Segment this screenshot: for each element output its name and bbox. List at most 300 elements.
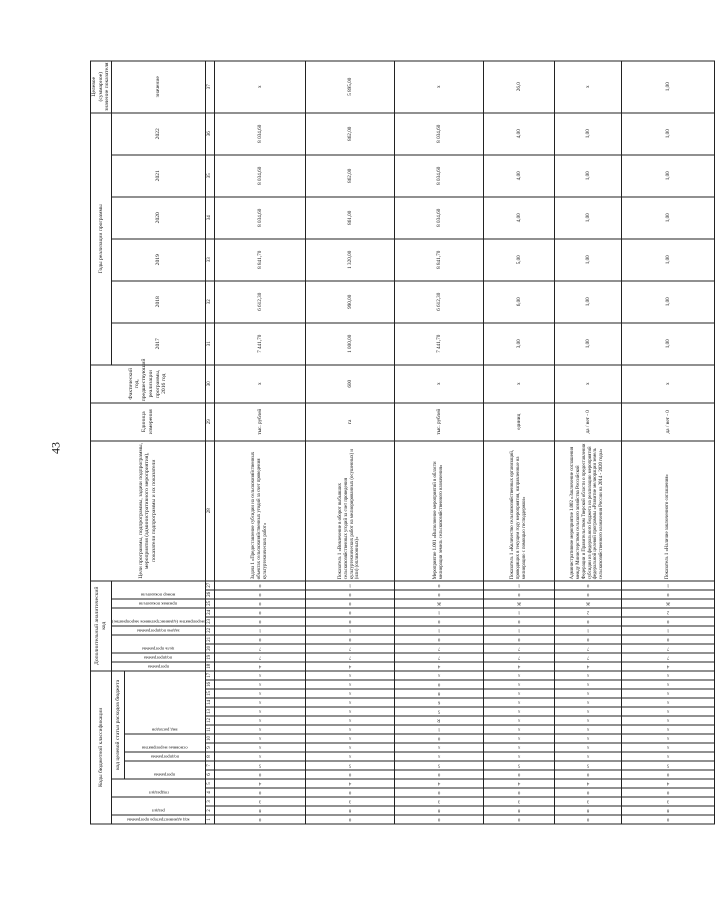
column-number: 35 [205, 155, 214, 197]
column-number: 2 [205, 806, 214, 815]
row-year-value: 8 034,60 [394, 113, 483, 155]
code-cell [483, 617, 554, 626]
row-year-value: 862,00 [305, 113, 394, 155]
code-cell [305, 689, 394, 698]
code-value: 0 [258, 817, 261, 823]
code-value: R [437, 718, 441, 724]
code-cell [305, 581, 394, 590]
year-2017-header: 2017 [112, 323, 206, 365]
column-number: 25 [205, 599, 214, 608]
code-value: 0 [586, 592, 589, 598]
row-year-value: 1,00 [554, 155, 621, 197]
code-cell [394, 617, 483, 626]
column-number: 15 [205, 689, 214, 698]
row-description: Показатель 1 «Наличие заключенного соглашения» [621, 441, 714, 581]
table-row [554, 61, 621, 824]
table-row [621, 61, 714, 824]
code-cell [214, 779, 305, 788]
code-cell [554, 788, 621, 797]
code-cell [621, 617, 714, 626]
code-value: 0 [437, 583, 440, 589]
code-value: 0 [437, 736, 440, 742]
code-value: 0 [517, 772, 520, 778]
code-value: 4 [258, 781, 261, 787]
code-cell [305, 734, 394, 743]
code-cell [305, 653, 394, 662]
code-cell [621, 671, 714, 680]
kcsr-header: код целевой статьи расходов бюджета [112, 671, 125, 779]
code-cell [394, 770, 483, 779]
code-value: 2 [666, 610, 669, 616]
code-value: 5 [437, 763, 440, 769]
row-unit: тыс. рублей [214, 403, 305, 441]
code-cell [394, 797, 483, 806]
code-cell [554, 698, 621, 707]
code-value: 1 [437, 628, 440, 634]
code-cell [305, 707, 394, 716]
code-cell [483, 590, 554, 599]
column-number: 18 [205, 662, 214, 671]
code-value: х [666, 691, 669, 697]
row-description: Задача 1 «Предоставление субсидии на сельскохозяйственных объектах сельскохозяйственных угодий за счет проведения культуртехнических работ» [214, 441, 305, 581]
code-value: 0 [666, 637, 669, 643]
column-number: 21 [205, 635, 214, 644]
code-cell [394, 707, 483, 716]
code-cell [554, 743, 621, 752]
code-cell [483, 779, 554, 788]
code-value: 4 [437, 664, 440, 670]
code-cell [394, 644, 483, 653]
code-value: 8 [437, 691, 440, 697]
code-cell [483, 725, 554, 734]
code-value: х [517, 718, 520, 724]
code-cell [305, 662, 394, 671]
code-value: х [586, 736, 589, 742]
code-value: 7 [666, 655, 669, 661]
code-value: 4 [666, 664, 669, 670]
code-cell [214, 770, 305, 779]
row-base-value: х [214, 365, 305, 403]
code-cell [214, 689, 305, 698]
code-cell [483, 644, 554, 653]
row-unit: единиц [483, 403, 554, 441]
row-year-value: 8 034,60 [394, 155, 483, 197]
column-number: 5 [205, 779, 214, 788]
code-value: 0 [258, 583, 261, 589]
code-value: Ж [516, 601, 521, 607]
code-cell [554, 599, 621, 608]
code-value: 0 [666, 790, 669, 796]
code-cell [621, 626, 714, 635]
row-description: Показатель 1 «Количество сельскохозяйственных организаций, проводящих в текущем году мероприятия, направленные на мелиорацию с помощью господдержки» [483, 441, 554, 581]
code-value: 1 [517, 610, 520, 616]
code-value: 0 [666, 817, 669, 823]
code-value: 1 [666, 628, 669, 634]
code-cell [214, 815, 305, 824]
column-number: 24 [205, 608, 214, 617]
code-cell [554, 581, 621, 590]
code-value: х [517, 727, 520, 733]
code-value: х [258, 700, 261, 706]
code-cell [305, 617, 394, 626]
row-year-value: 1,00 [621, 281, 714, 323]
code-cell [554, 644, 621, 653]
code-cell [483, 752, 554, 761]
code-value: 8 [348, 808, 351, 814]
add-task-header: задача подпрограммы [137, 628, 180, 634]
code-value: 1 [437, 727, 440, 733]
code-value: х [666, 673, 669, 679]
code-cell [554, 626, 621, 635]
add-goal-header: цель программы [142, 646, 175, 652]
code-cell [305, 671, 394, 680]
code-value: х [666, 700, 669, 706]
code-cell [554, 806, 621, 815]
code-cell [305, 608, 394, 617]
row-year-value: 6 612,30 [214, 281, 305, 323]
code-value: 0 [586, 817, 589, 823]
code-value: х [517, 745, 520, 751]
code-value: 3 [258, 799, 261, 805]
code-cell [554, 671, 621, 680]
code-value: х [437, 754, 440, 760]
additional-codes-header: Дополнительный аналитический код [91, 581, 112, 671]
row-year-value: 1,00 [554, 197, 621, 239]
column-number: 30 [205, 365, 214, 403]
code-value: 4 [586, 781, 589, 787]
code-cell [621, 635, 714, 644]
code-value: 0 [437, 682, 440, 688]
code-value: 0 [666, 592, 669, 598]
code-cell [214, 671, 305, 680]
row-year-value: 1,00 [621, 113, 714, 155]
code-value: 6 [437, 700, 440, 706]
code-cell [214, 734, 305, 743]
column-number: 34 [205, 197, 214, 239]
column-number: 19 [205, 653, 214, 662]
code-cell [394, 662, 483, 671]
code-value: 0 [258, 601, 261, 607]
row-year-value: 4,00 [483, 197, 554, 239]
code-value: 7 [437, 655, 440, 661]
code-cell [554, 752, 621, 761]
code-value: 0 [666, 772, 669, 778]
code-value: 5 [258, 763, 261, 769]
code-cell [305, 635, 394, 644]
code-value: х [437, 673, 440, 679]
code-value: х [586, 682, 589, 688]
code-cell [394, 725, 483, 734]
code-value: 3 [348, 799, 351, 805]
row-unit: га [305, 403, 394, 441]
code-value: 1 [517, 583, 520, 589]
code-cell [214, 698, 305, 707]
code-cell [621, 797, 714, 806]
code-value: х [258, 691, 261, 697]
code-cell [305, 779, 394, 788]
code-value: х [586, 754, 589, 760]
code-value: 4 [437, 781, 440, 787]
code-cell [554, 716, 621, 725]
code-cell [621, 590, 714, 599]
code-cell [483, 635, 554, 644]
code-cell [621, 680, 714, 689]
row-year-value: 1,00 [621, 155, 714, 197]
code-value: 4 [517, 781, 520, 787]
code-value: х [666, 736, 669, 742]
code-cell [394, 815, 483, 824]
column-number: 33 [205, 239, 214, 281]
code-cell [394, 698, 483, 707]
column-number: 16 [205, 680, 214, 689]
code-value: х [258, 745, 261, 751]
code-cell [214, 581, 305, 590]
column-number: 28 [205, 441, 214, 581]
code-value: 0 [348, 610, 351, 616]
code-cell [214, 653, 305, 662]
code-cell [554, 707, 621, 716]
code-cell [483, 788, 554, 797]
column-number: 20 [205, 644, 214, 653]
code-cell [621, 725, 714, 734]
code-value: 0 [348, 592, 351, 598]
row-year-value: 1,00 [554, 113, 621, 155]
code-cell [483, 599, 554, 608]
code-cell [214, 716, 305, 725]
row-year-value: 1,00 [621, 239, 714, 281]
code-value: х [348, 691, 351, 697]
code-cell [554, 617, 621, 626]
code-cell [483, 797, 554, 806]
code-value: х [666, 745, 669, 751]
table-row [305, 61, 394, 824]
row-year-value: 1,00 [621, 197, 714, 239]
column-number: 27 [205, 581, 214, 590]
row-base-value: х [621, 365, 714, 403]
code-cell [621, 698, 714, 707]
code-cell [554, 590, 621, 599]
column-number: 32 [205, 281, 214, 323]
year-2020-header: 2020 [112, 197, 206, 239]
code-value: 0 [258, 610, 261, 616]
code-value: х [586, 709, 589, 715]
code-cell [305, 806, 394, 815]
code-cell [621, 608, 714, 617]
code-value: Ж [665, 601, 670, 607]
row-final-value: х [554, 61, 621, 113]
code-value: 0 [348, 790, 351, 796]
code-value: 0 [258, 790, 261, 796]
row-unit: тыс. рублей [394, 403, 483, 441]
code-cell [214, 752, 305, 761]
code-cell [483, 662, 554, 671]
code-cell [394, 806, 483, 815]
code-value: 0 [517, 592, 520, 598]
add-num-header: номер показателя [141, 592, 176, 598]
code-cell [483, 626, 554, 635]
code-cell [305, 761, 394, 770]
code-cell [621, 815, 714, 824]
code-value: 1 [258, 628, 261, 634]
add-program-header: программа [147, 664, 169, 670]
code-cell [305, 680, 394, 689]
row-description: Мероприятие 1.001 «Выполнение мероприятий в области мелиорации земель сельскохозяйственного назначения» [394, 441, 483, 581]
code-cell [394, 599, 483, 608]
code-cell [621, 662, 714, 671]
add-measure-header: мероприятие (административное мероприятие) [112, 619, 205, 625]
column-number: 37 [205, 61, 214, 113]
code-cell [394, 608, 483, 617]
row-year-value: 1 000,00 [305, 323, 394, 365]
code-value: х [258, 682, 261, 688]
code-value: х [666, 754, 669, 760]
code-value: 8 [666, 808, 669, 814]
code-value: 0 [666, 619, 669, 625]
code-cell [554, 734, 621, 743]
code-cell [621, 644, 714, 653]
row-year-value: 861,00 [305, 197, 394, 239]
code-value: х [666, 682, 669, 688]
code-value: 0 [348, 772, 351, 778]
code-value: 7 [348, 655, 351, 661]
code-cell [214, 662, 305, 671]
unit-header: Единица измерения [91, 403, 206, 441]
code-cell [394, 581, 483, 590]
code-cell [305, 788, 394, 797]
code-cell [394, 761, 483, 770]
column-number: 17 [205, 671, 214, 680]
code-value: 8 [586, 808, 589, 814]
page-number: 43 [48, 442, 63, 454]
code-value: 5 [437, 709, 440, 715]
code-value: 7 [348, 646, 351, 652]
code-value: 0 [437, 772, 440, 778]
code-value: х [517, 709, 520, 715]
code-cell [305, 590, 394, 599]
code-value: 0 [586, 583, 589, 589]
code-value: 0 [517, 817, 520, 823]
code-cell [483, 698, 554, 707]
code-value: 0 [437, 790, 440, 796]
code-value: 7 [517, 655, 520, 661]
column-number: 29 [205, 403, 214, 441]
code-value: х [258, 727, 261, 733]
goals-header: Цели программы, подпрограммы, задачи подпрограммы, мероприятия (административного мероприятия), показатели подпрограммы и их показатели [91, 441, 206, 581]
code-cell [305, 752, 394, 761]
table-row [394, 61, 483, 824]
code-value: х [258, 754, 261, 760]
code-cell [621, 779, 714, 788]
code-value: 4 [258, 664, 261, 670]
code-cell [621, 761, 714, 770]
program-table [90, 60, 715, 824]
code-cell [554, 761, 621, 770]
code-cell [214, 644, 305, 653]
code-value: 0 [348, 637, 351, 643]
column-number: 8 [205, 752, 214, 761]
code-cell [214, 788, 305, 797]
code-value: Ж [585, 601, 590, 607]
row-description: Показатель 1 «Вовлечение в оборот выбывших сельскохозяйственных угодий за счет проведения культуртехнических работ на мелиорированных (осушенных) и (или) (оплиаонных)» [305, 441, 394, 581]
expense-type-header: вид расходов [152, 727, 178, 733]
code-cell [554, 689, 621, 698]
code-value: 5 [586, 763, 589, 769]
year-2022-header: 2022 [112, 113, 206, 155]
code-value: 1 [586, 628, 589, 634]
code-cell [394, 779, 483, 788]
code-value: х [348, 718, 351, 724]
row-final-value: х [214, 61, 305, 113]
row-year-value: 1,00 [554, 323, 621, 365]
code-value: х [586, 700, 589, 706]
row-year-value: 8 034,60 [214, 155, 305, 197]
row-final-value: 26,0 [483, 61, 554, 113]
code-value: х [517, 691, 520, 697]
code-value: 7 [258, 655, 261, 661]
column-number: 13 [205, 707, 214, 716]
year-2018-header: 2018 [112, 281, 206, 323]
code-value: х [666, 709, 669, 715]
code-value: 1 [348, 583, 351, 589]
code-cell [621, 770, 714, 779]
code-value: 3 [666, 799, 669, 805]
row-base-value: х [554, 365, 621, 403]
year-2019-header: 2019 [112, 239, 206, 281]
subprogram-header: подпрограмма [151, 754, 180, 760]
code-cell [483, 743, 554, 752]
code-cell [214, 599, 305, 608]
code-value: 0 [586, 772, 589, 778]
code-value: х [586, 691, 589, 697]
admin-code-header: код администратора программы [127, 817, 190, 823]
code-cell [621, 707, 714, 716]
column-number: 1 [205, 815, 214, 824]
row-year-value: 8 841,70 [214, 239, 305, 281]
code-cell [394, 635, 483, 644]
code-value: 0 [258, 619, 261, 625]
code-value: х [348, 673, 351, 679]
code-value: х [586, 718, 589, 724]
code-cell [394, 743, 483, 752]
row-unit: да / нет - 0 [621, 403, 714, 441]
row-year-value: 990,00 [305, 281, 394, 323]
add-sign-header: признак показателя [139, 601, 178, 607]
year-2021-header: 2021 [112, 155, 206, 197]
row-base-value: х [483, 365, 554, 403]
code-value: 5 [517, 763, 520, 769]
column-number: 3 [205, 797, 214, 806]
code-cell [483, 770, 554, 779]
final-header: Целевое (суммарное) значение показателя [91, 62, 111, 111]
code-cell [554, 770, 621, 779]
code-value: 4 [348, 781, 351, 787]
code-value: х [258, 718, 261, 724]
code-value: 4 [666, 781, 669, 787]
column-number: 26 [205, 590, 214, 599]
budget-codes-header: Коды бюджетной классификации [91, 671, 112, 824]
rotated-table-container [90, 62, 671, 825]
code-cell [214, 626, 305, 635]
column-number: 23 [205, 617, 214, 626]
code-value: 0 [517, 637, 520, 643]
code-value: х [258, 673, 261, 679]
code-value: 4 [348, 664, 351, 670]
row-year-value: 1 320,00 [305, 239, 394, 281]
code-cell [483, 806, 554, 815]
code-cell [305, 644, 394, 653]
column-number: 36 [205, 113, 214, 155]
code-value: 1 [517, 628, 520, 634]
